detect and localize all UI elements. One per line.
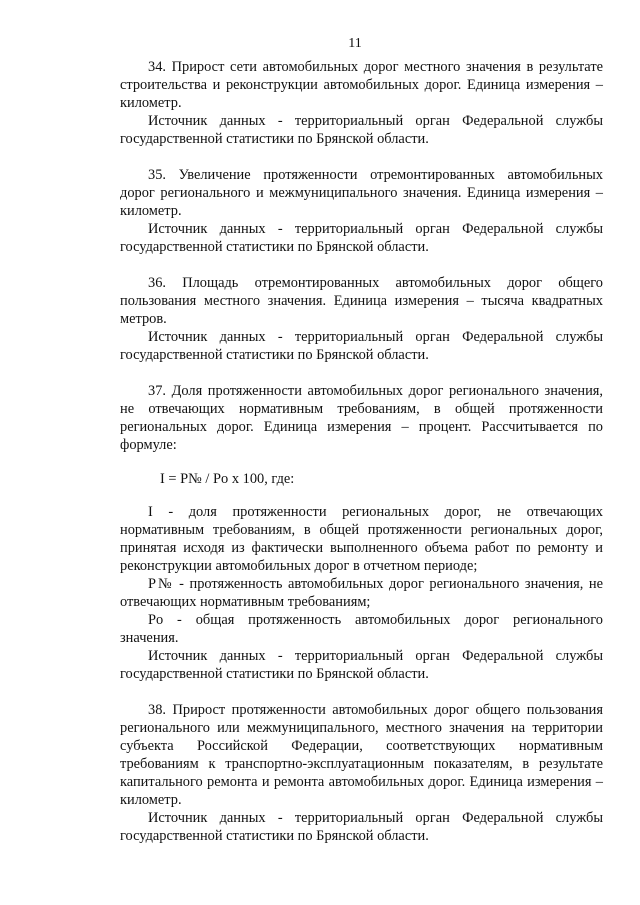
section-35 — [120, 166, 603, 256]
data-source-paragraph: Источник данных - территориальный орган Федеральной службы государственной статистики по Брянской области. — [120, 329, 603, 363]
definition-i: I - доля протяженности региональных дорог, не отвечающих нормативным требованиям, в общей протяженности региональных дорог, принятая исходя из фактически выполненного объема работ по ремонту и реконструкции автомобильных дорог в отчетном периоде; — [120, 504, 603, 574]
data-source-paragraph: Источник данных - территориальный орган Федеральной службы государственной статистики по Брянской области. — [120, 113, 603, 147]
section-34 — [120, 58, 603, 148]
section-36 — [120, 274, 603, 364]
indicator-paragraph: 36. Площадь отремонтированных автомобильных дорог общего пользования местного значения. Единица измерения – тысяча квадратных метров. — [120, 275, 603, 327]
indicator-paragraph: 35. Увеличение протяженности отремонтированных автомобильных дорог регионального и межмуниципального значения. Единица измерения – километр. — [120, 167, 603, 219]
definition-pn: P№ - протяженность автомобильных дорог регионального значения, не отвечающих нормативным требованиям; — [120, 576, 603, 610]
definition-po: Po - общая протяженность автомобильных дорог регионального значения. — [120, 612, 603, 646]
indicator-paragraph: 38. Прирост протяженности автомобильных дорог общего пользования регионального или межмуниципального, местного значения на территории субъекта Российской Федерации, соответствующих нормативным требованиям к транспортно-эксплуатационным показателям, в результате капитального ремонта и ремонта автомобильных дорог. Единица измерения – километр. — [120, 702, 603, 808]
formula: I = P№ / Po x 100, где: — [160, 471, 295, 487]
indicator-paragraph: 37. Доля протяженности автомобильных дорог регионального значения, не отвечающих нормативным требованиям, в общей протяженности региональных дорог. Единица измерения – процент. Рассчитывается по формуле: — [120, 383, 603, 453]
data-source-paragraph: Источник данных - территориальный орган Федеральной службы государственной статистики по Брянской области. — [120, 648, 603, 682]
section-37 — [120, 382, 603, 683]
page-number: 11 — [348, 36, 362, 51]
data-source-paragraph: Источник данных - территориальный орган Федеральной службы государственной статистики по Брянской области. — [120, 810, 603, 844]
document-body — [120, 58, 603, 863]
indicator-paragraph: 34. Прирост сети автомобильных дорог местного значения в результате строительства и реконструкции автомобильных дорог. Единица измерения – километр. — [120, 59, 603, 111]
section-38 — [120, 701, 603, 845]
data-source-paragraph: Источник данных - территориальный орган Федеральной службы государственной статистики по Брянской области. — [120, 221, 603, 255]
